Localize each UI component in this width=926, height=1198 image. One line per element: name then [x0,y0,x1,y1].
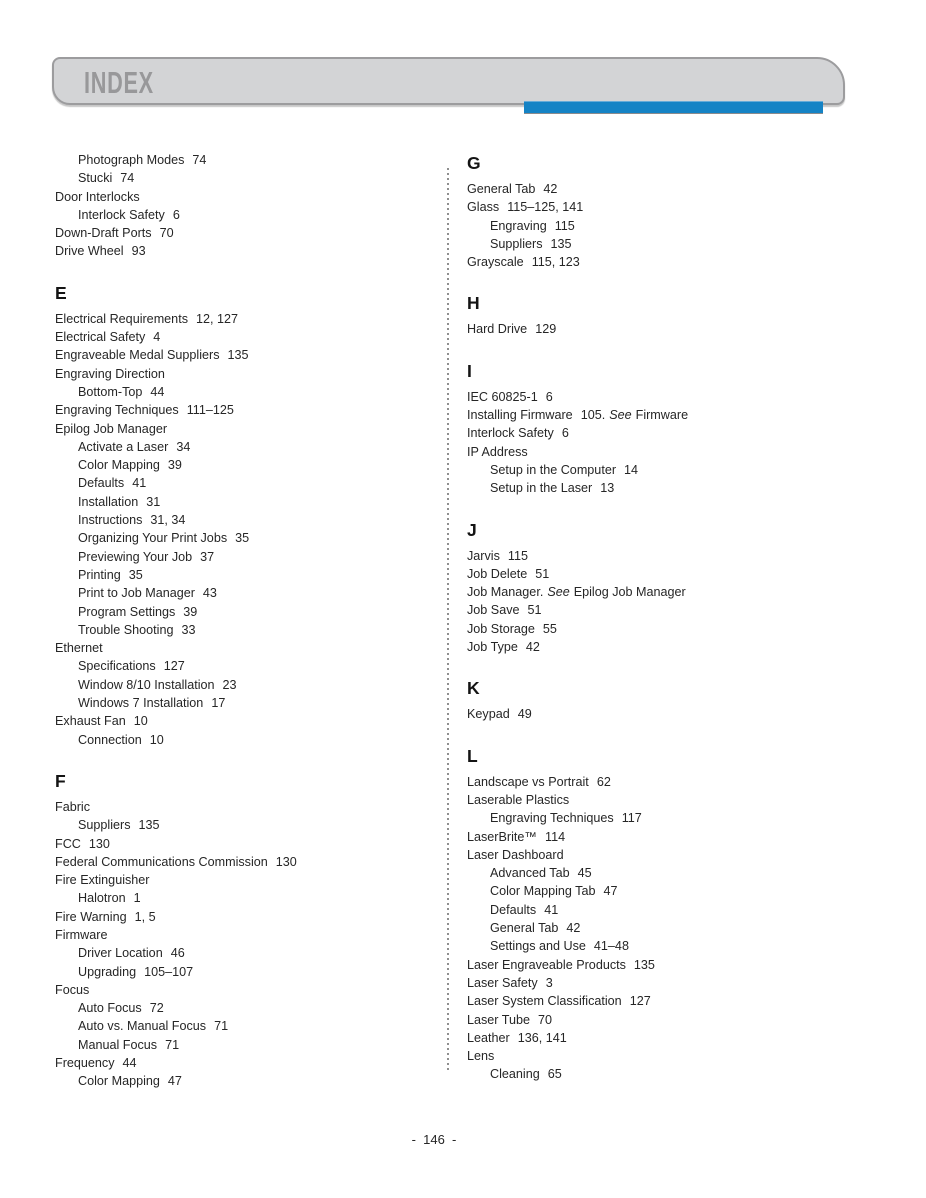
index-entry [467,901,859,919]
entry-label: Jarvis [467,548,500,563]
entry-label: Color Mapping [78,458,160,473]
entry-label: Engraving [490,218,547,233]
entry-page-numbers: 115, 123 [531,255,580,270]
entry-label: Leather [467,1030,510,1045]
index-entry [467,620,859,638]
entry-page-numbers: 39 [183,604,198,619]
entry-page-numbers: 136, 141 [517,1030,567,1045]
page-number: - 146 - [411,1132,457,1147]
entry-page-numbers: 115 [507,548,528,563]
entry-label: Cleaning [490,1067,540,1082]
index-entry [467,1047,859,1065]
entry-page-numbers: 45 [577,866,592,881]
index-entry [467,864,859,882]
entry-page-numbers: 44 [150,384,165,399]
entry-page-numbers: 130 [275,854,297,869]
index-entry [467,882,859,900]
index-entry [467,547,859,565]
index-entry [55,548,447,566]
section-letter: I [467,360,472,381]
entry-page-numbers: 93 [131,244,146,259]
entry-label: Interlock Safety [467,426,554,441]
entry-page-numbers: 117 [621,811,642,826]
index-entry [467,461,859,479]
entry-page-numbers: 51 [527,603,542,618]
entry-page-numbers: 51 [535,566,550,581]
entry-page-numbers: 31 [146,494,161,509]
index-entry [55,511,447,529]
index-entry [467,773,859,791]
entry-label: Laser System Classification [467,994,622,1009]
entry-page-numbers: 129 [535,322,557,337]
entry-label: Engraving Techniques [490,811,614,826]
index-entry [467,443,859,461]
entry-label: Drive Wheel [55,244,124,259]
entry-label: Laser Tube [467,1012,531,1027]
entry-page-numbers: 31, 34 [150,513,186,528]
entry-page-numbers: 41 [544,902,559,917]
entry-page-numbers: 71 [165,1037,180,1052]
entry-page-numbers: 46 [170,946,185,961]
index-column-right [467,151,859,1084]
entry-page-numbers: 23 [222,677,237,692]
entry-page-numbers: 74 [192,153,207,167]
entry-label: Color Mapping Tab [490,884,596,899]
index-entry [55,328,447,346]
entry-page-numbers: 10 [149,732,164,747]
entry-page-numbers: 10 [133,714,148,729]
index-entry [467,601,859,619]
entry-label: Epilog Job Manager [55,421,168,436]
entry-page-numbers: 14 [624,462,639,477]
entry-label: Halotron [78,891,126,906]
section-letter: F [55,770,66,791]
index-entry [55,999,447,1017]
entry-page-numbers: 12, 127 [196,311,239,326]
entry-label: Setup in the Computer [490,462,617,477]
entry-page-numbers: 115–125, 141 [507,200,584,215]
index-entry [467,809,859,827]
entry-page-numbers: 33 [181,622,196,637]
index-entry [55,224,447,242]
entry-label: Down-Draft Ports [55,226,152,241]
entry-page-numbers: 71 [214,1019,229,1034]
entry-page-numbers: 47 [167,1074,182,1089]
entry-label: Photograph Modes [78,153,185,167]
index-entry [467,992,859,1010]
entry-label: Trouble Shooting [78,622,174,637]
index-entry [467,846,859,864]
section-letter: J [467,519,477,540]
entry-label: Specifications [78,659,156,674]
index-group-e [55,282,447,749]
index-entry [55,584,447,602]
entry-label: Fire Extinguisher [55,873,150,888]
index-entry [55,188,447,206]
entry-label: Laser Safety [467,975,538,990]
entry-page-numbers: 44 [122,1056,137,1071]
index-entry [55,835,447,853]
entry-page-numbers: 111–125 [186,403,234,418]
entry-label: Electrical Requirements [55,311,188,326]
index-group [55,151,447,261]
entry-label: Defaults [490,902,537,917]
index-entry [55,798,447,816]
entry-page-numbers: 42 [525,640,540,655]
index-entry [55,1017,447,1035]
index-group-l [467,745,859,1084]
entry-page-numbers: 72 [149,1001,164,1016]
index-entry [467,479,859,497]
entry-page-numbers: 70 [538,1012,553,1027]
entry-label: Print to Job Manager [78,586,195,601]
entry-label: Job Save [467,603,520,618]
column-divider [447,168,449,1072]
section-letter: L [467,745,478,766]
index-entry [467,253,859,271]
entry-label: Exhaust Fan [55,714,126,729]
entry-page-numbers: 3 [545,975,553,990]
index-group-j [467,519,859,657]
entry-label: Electrical Safety [55,330,146,345]
entry-page-numbers: 41 [132,476,147,491]
index-entry [467,1011,859,1029]
entry-label: Engraving Direction [55,366,165,381]
index-entry [467,791,859,809]
entry-label: Defaults [78,476,125,491]
index-entry [467,705,859,723]
entry-label: Engraving Techniques [55,403,179,418]
index-entry [467,180,859,198]
index-entry [55,310,447,328]
index-entry [467,937,859,955]
entry-page-numbers: 6 [172,207,180,222]
see-reference: See [609,408,632,423]
index-entry [55,963,447,981]
entry-label: Laser Engraveable Products [467,957,626,972]
index-entry [55,493,447,511]
entry-label: Fabric [55,799,90,814]
entry-label: Bottom-Top [78,384,143,399]
index-entry [55,151,447,169]
entry-label: Auto vs. Manual Focus [78,1019,207,1034]
index-entry [55,926,447,944]
entry-page-numbers: 39 [167,458,182,473]
entry-label: Job Type [467,640,518,655]
index-entry [55,383,447,401]
entry-label: Previewing Your Job [78,549,193,564]
entry-label: Suppliers [490,236,543,251]
entry-page-numbers: 135 [633,957,655,972]
entry-page-numbers: 34 [176,439,191,454]
entry-label: Landscape vs Portrait [467,774,589,789]
entry-label: Interlock Safety [78,207,165,222]
entry-page-numbers: 115 [554,218,575,233]
entry-label: Printing [78,567,121,582]
index-entry [55,621,447,639]
entry-label: Window 8/10 Installation [78,677,215,692]
index-entry [55,529,447,547]
entry-label: Lens [467,1049,495,1064]
index-entry [467,424,859,442]
entry-page-numbers: 135 [138,818,160,833]
index-group-h [467,292,859,338]
index-entry [467,198,859,216]
entry-page-numbers: 105. [580,408,606,423]
index-entry [467,583,859,601]
index-entry [467,1029,859,1047]
index-group-i [467,360,859,498]
section-letter: K [467,678,480,699]
entry-page-numbers: 6 [561,426,569,441]
entry-label: Glass [467,200,500,215]
entry-label: Upgrading [78,964,137,979]
entry-page-numbers: 114 [545,829,566,844]
entry-page-numbers: 130 [88,836,110,851]
entry-page-numbers: 65 [547,1067,562,1082]
entry-page-numbers: 74 [120,171,135,186]
index-entry [55,474,447,492]
index-entry [467,406,859,424]
index-entry [55,889,447,907]
entry-label: Driver Location [78,946,163,961]
entry-label: Federal Communications Commission [55,854,268,869]
entry-label: Focus [55,982,90,997]
index-entry [55,908,447,926]
entry-label: General Tab [467,182,536,196]
entry-label: Windows 7 Installation [78,696,204,711]
entry-page-numbers: 47 [603,884,618,899]
index-entry [467,956,859,974]
entry-page-numbers: 135 [227,348,249,363]
entry-label: Installation [78,494,139,509]
entry-label: Ethernet [55,641,103,656]
entry-label: Advanced Tab [490,866,570,881]
index-entry [55,712,447,730]
index-column-left [55,151,447,1091]
entry-label: Instructions [78,513,143,528]
entry-label: Firmware [55,927,108,942]
index-group-k [467,677,859,723]
see-reference-target: Firmware [635,408,689,423]
entry-page-numbers: 41–48 [593,939,629,954]
header-accent-bar [524,101,823,113]
entry-label: Settings and Use [490,939,586,954]
entry-page-numbers: 55 [542,621,557,636]
index-entry [55,657,447,675]
entry-page-numbers: 105–107 [144,964,194,979]
entry-label: Hard Drive [467,322,528,337]
index-entry [55,169,447,187]
entry-label: Job Delete [467,566,528,581]
index-entry [467,974,859,992]
index-entry [55,944,447,962]
index-entry [467,217,859,235]
entry-page-numbers: 35 [128,567,143,582]
index-entry [467,828,859,846]
entry-page-numbers: 135 [550,236,572,251]
page-title: INDEX [84,65,154,100]
index-entry [55,206,447,224]
entry-page-numbers: 127 [163,659,185,674]
entry-label: Connection [78,732,142,747]
entry-label: Setup in the Laser [490,481,593,496]
index-entry [55,694,447,712]
entry-page-numbers: 35 [235,531,250,546]
entry-label: Manual Focus [78,1037,158,1052]
entry-label: Door Interlocks [55,189,140,204]
entry-page-numbers: 49 [517,707,532,722]
index-entry [55,871,447,889]
index-entry [55,676,447,694]
entry-label: Suppliers [78,818,131,833]
index-entry [467,320,859,338]
index-entry [55,639,447,657]
entry-label: General Tab [490,921,559,936]
entry-page-numbers: 6 [545,389,553,404]
entry-label: Laser Dashboard [467,847,564,862]
entry-label: Organizing Your Print Jobs [78,531,228,546]
entry-page-numbers: 127 [629,994,651,1009]
entry-label: IP Address [467,444,528,459]
entry-label: Frequency [55,1056,115,1071]
section-letter: E [55,282,67,303]
entry-page-numbers: 42 [566,921,581,936]
index-entry [55,365,447,383]
entry-page-numbers: 42 [543,182,558,196]
index-group-f [55,770,447,1091]
index-entry [467,388,859,406]
entry-page-numbers: 37 [200,549,215,564]
index-entry [55,420,447,438]
entry-page-numbers: 70 [159,226,174,241]
entry-label: Job Storage [467,621,535,636]
entry-label: IEC 60825-1 [467,389,538,404]
index-entry [55,1072,447,1090]
index-entry [467,638,859,656]
index-entry [55,981,447,999]
index-entry [55,853,447,871]
index-entry [55,456,447,474]
index-entry [55,1036,447,1054]
index-entry [55,731,447,749]
entry-label: Keypad [467,707,510,722]
entry-page-numbers: 62 [596,774,611,789]
index-entry [55,242,447,260]
index-entry [55,401,447,419]
entry-label: Grayscale [467,255,524,270]
entry-label: Auto Focus [78,1001,142,1016]
index-entry [55,816,447,834]
index-entry [467,919,859,937]
index-entry [467,1065,859,1083]
index-entry [55,438,447,456]
index-entry [55,566,447,584]
entry-page-numbers: 43 [202,586,217,601]
index-entry [467,235,859,253]
entry-label: Activate a Laser [78,439,169,454]
entry-page-numbers: 1, 5 [134,909,156,924]
entry-label: Installing Firmware [467,408,573,423]
see-reference-target: Epilog Job Manager [573,585,686,600]
entry-label: FCC [55,836,81,851]
entry-label: Fire Warning [55,909,127,924]
entry-label: Program Settings [78,604,176,619]
entry-page-numbers: 13 [600,481,615,496]
entry-page-numbers: 17 [211,696,226,711]
section-letter: H [467,293,480,314]
entry-label: Color Mapping [78,1074,160,1089]
index-entry [467,565,859,583]
entry-label: Laserable Plastics [467,792,570,807]
index-entry [55,603,447,621]
entry-page-numbers: 4 [153,330,161,345]
index-entry [55,1054,447,1072]
index-group-g [467,152,859,271]
section-letter: G [467,153,481,173]
entry-label: Job Manager. [467,585,544,600]
entry-label: LaserBrite™ [467,829,537,844]
index-entry [55,346,447,364]
see-reference: See [547,585,570,600]
entry-page-numbers: 1 [133,891,141,906]
index-header-banner [52,57,845,105]
entry-label: Engraveable Medal Suppliers [55,348,220,363]
entry-label: Stucki [78,171,113,186]
